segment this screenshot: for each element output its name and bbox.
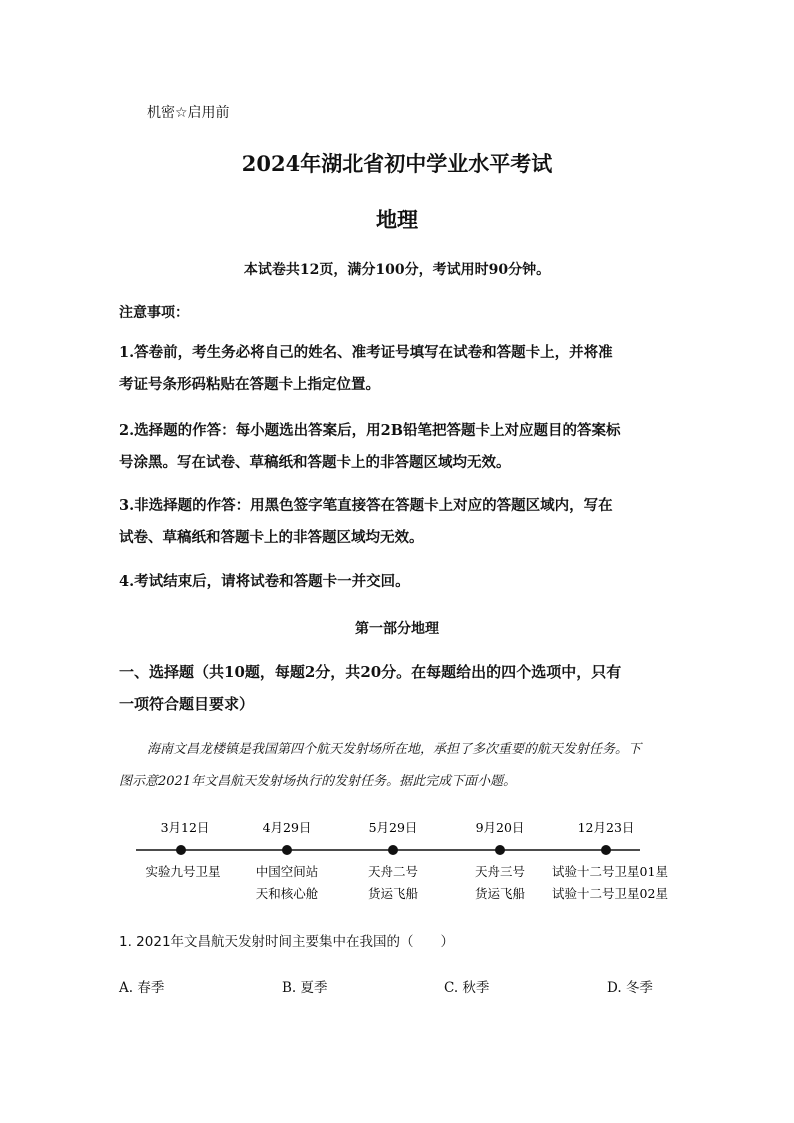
event-date: 3月12日 xyxy=(160,820,210,835)
event-date: 9月20日 xyxy=(475,820,525,835)
notes-heading: 注意事项： xyxy=(119,305,189,321)
event-date: 12月23日 xyxy=(577,820,635,835)
event-label: 试验十二号卫星02星 xyxy=(552,886,668,901)
note-line: 考证号条形码粘贴在答题卡上指定位置。 xyxy=(119,376,380,393)
question-intro xyxy=(119,734,641,798)
event-label: 实验九号卫星 xyxy=(145,864,221,879)
answer-option-c[interactable]: C. 秋季 xyxy=(444,980,490,996)
event-date: 5月29日 xyxy=(368,820,418,835)
note-line: 试卷、草稿纸和答题卡上的非答题区域均无效。 xyxy=(119,529,424,546)
note-line: 号涂黑。写在试卷、草稿纸和答题卡上的非答题区域均无效。 xyxy=(119,454,511,471)
note-line: 3.非选择题的作答：用黑色签字笔直接答在答题卡上对应的答题区域内，写在 xyxy=(119,497,613,514)
timeline-event xyxy=(256,820,319,901)
event-label: 天和核心舱 xyxy=(255,886,319,901)
event-date: 4月29日 xyxy=(262,820,312,835)
launch-timeline xyxy=(0,810,794,910)
section-heading xyxy=(119,656,621,720)
answer-option-a[interactable]: A. 春季 xyxy=(119,980,165,996)
exam-subject: 地理 xyxy=(376,207,418,232)
event-label: 货运飞船 xyxy=(367,886,419,901)
intro-line xyxy=(119,734,641,766)
event-dot xyxy=(601,845,611,855)
intro-text: 海南文昌龙楼镇是我国第四个航天发射场所在地，承担了多次重要的航天发射任务。下 xyxy=(147,742,642,757)
event-label: 中国空间站 xyxy=(255,864,319,879)
timeline-event xyxy=(552,820,668,901)
event-dot xyxy=(388,845,398,855)
event-label: 天舟二号 xyxy=(367,864,419,879)
timeline-event xyxy=(475,820,526,901)
event-label: 天舟三号 xyxy=(474,864,526,879)
event-dot xyxy=(495,845,505,855)
exam-title: 2024年湖北省初中学业水平考试 xyxy=(241,151,553,176)
section-line: 一、选择题（共10题，每题2分，共20分。在每题给出的四个选项中，只有 xyxy=(119,663,622,681)
answer-option-b[interactable]: B. 夏季 xyxy=(282,980,328,996)
note-item xyxy=(119,415,620,479)
answer-option-d[interactable]: D. 冬季 xyxy=(607,980,653,996)
section-line: 一项符合题目要求） xyxy=(119,695,255,713)
event-label: 试验十二号卫星01星 xyxy=(552,864,668,879)
confidential-marker: 机密☆启用前 xyxy=(147,105,230,121)
exam-meta: 本试卷共12页，满分100分，考试用时90分钟。 xyxy=(243,262,551,278)
note-line: 1.答卷前，考生务必将自己的姓名、准考证号填写在试卷和答题卡上，并将准 xyxy=(119,344,613,361)
event-dot xyxy=(176,845,186,855)
event-label: 货运飞船 xyxy=(474,886,526,901)
note-line: 4.考试结束后，请将试卷和答题卡一并交回。 xyxy=(119,573,410,590)
timeline-event xyxy=(368,820,419,901)
note-item xyxy=(119,490,613,554)
part-title: 第一部分地理 xyxy=(355,621,439,637)
question-stem: 1. 2021年文昌航天发射时间主要集中在我国的（ ） xyxy=(119,934,455,950)
intro-line: 图示意2021年文昌航天发射场执行的发射任务。据此完成下面小题。 xyxy=(119,774,517,789)
note-item xyxy=(119,566,410,598)
event-dot xyxy=(282,845,292,855)
note-line: 2.选择题的作答：每小题选出答案后，用2B铅笔把答题卡上对应题目的答案标 xyxy=(119,422,621,439)
note-item xyxy=(119,337,613,401)
